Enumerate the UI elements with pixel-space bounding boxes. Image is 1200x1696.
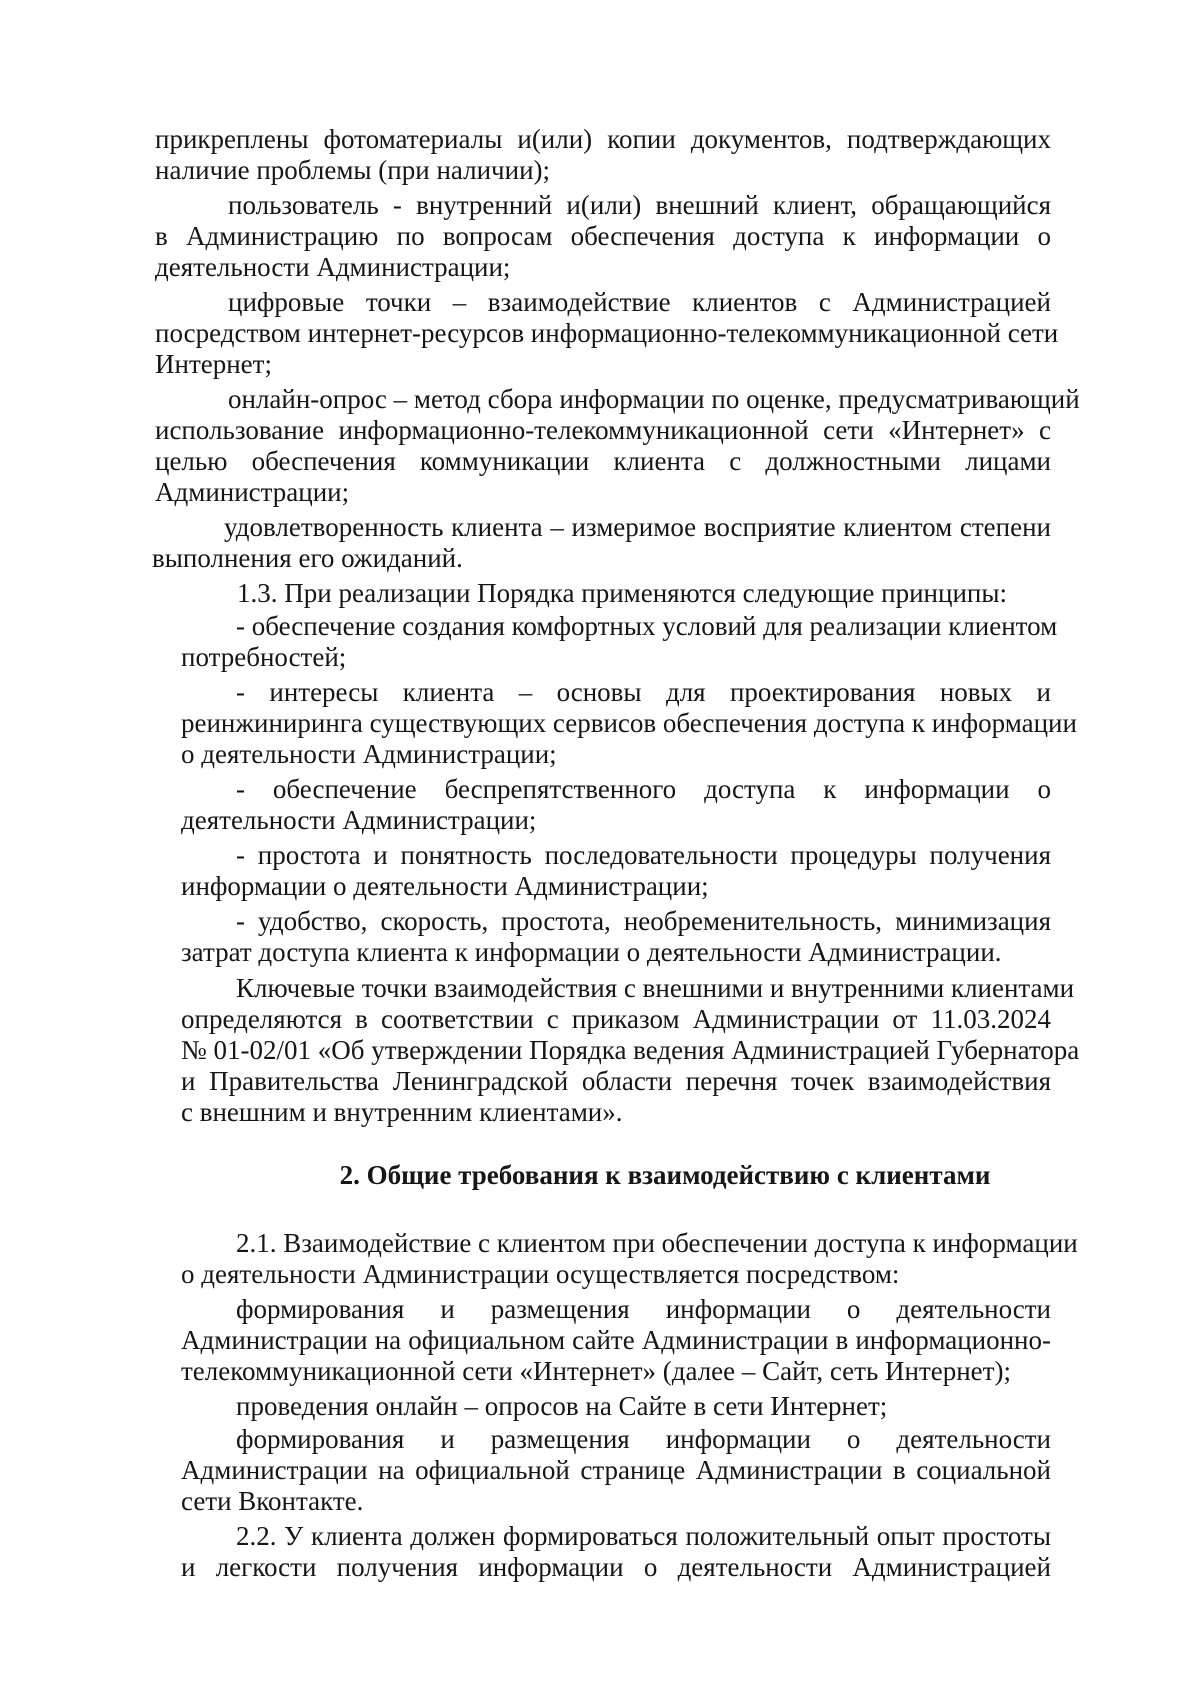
- text-line: сети Вконтакте.: [181, 1486, 364, 1516]
- text-line: о деятельности Администрации осуществляется посредством:: [181, 1259, 900, 1289]
- text-line: потребностей;: [181, 642, 347, 672]
- text-line: Администрации на официальной странице Администрации в социальной: [181, 1455, 1051, 1485]
- text-line: наличие проблемы (при наличии);: [155, 155, 551, 185]
- text-line: посредством интернет-ресурсов информационно-телекоммуникационной сети: [155, 318, 1059, 348]
- text-line: 2.1. Взаимодействие с клиентом при обеспечении доступа к информации: [236, 1228, 1078, 1258]
- text-line: - простота и понятность последовательности процедуры получения: [236, 840, 1051, 870]
- text-line: в Администрацию по вопросам обеспечения доступа к информации о: [155, 221, 1051, 251]
- text-line: удовлетворенность клиента – измеримое восприятие клиентом степени: [224, 512, 1051, 542]
- text-line: прикреплены фотоматериалы и(или) копии документов, подтверждающих: [155, 124, 1051, 154]
- text-line: использование информационно-телекоммуникационной сети «Интернет» с: [155, 415, 1051, 445]
- text-line: телекоммуникационной сети «Интернет» (далее – Сайт, сеть Интернет);: [181, 1356, 1011, 1386]
- text-line: онлайн-опрос – метод сбора информации по оценке, предусматривающий: [228, 384, 1080, 414]
- text-line: затрат доступа клиента к информации о деятельности Администрации.: [181, 937, 1002, 967]
- text-line: Интернет;: [155, 349, 272, 379]
- text-line: и Правительства Ленинградской области перечня точек взаимодействия: [181, 1066, 1051, 1096]
- text-line: о деятельности Администрации;: [181, 739, 557, 769]
- text-line: - обеспечение создания комфортных условий для реализации клиентом: [236, 611, 1058, 641]
- text-line: деятельности Администрации;: [155, 252, 511, 282]
- text-line: деятельности Администрации;: [181, 805, 537, 835]
- text-line: целью обеспечения коммуникации клиента с должностными лицами: [155, 446, 1051, 476]
- text-line: формирования и размещения информации о деятельности: [236, 1294, 1051, 1324]
- text-line: 2.2. У клиента должен формироваться положительный опыт простоты: [236, 1521, 1051, 1551]
- text-line: с внешним и внутренним клиентами».: [181, 1097, 623, 1127]
- text-line: - удобство, скорость, простота, необременительность, минимизация: [236, 906, 1051, 936]
- text-line: 1.3. При реализации Порядка применяются следующие принципы:: [237, 578, 1007, 608]
- text-line: - интересы клиента – основы для проектирования новых и: [236, 677, 1051, 707]
- text-line: Администрации на официальном сайте Администрации в информационно-: [181, 1325, 1051, 1355]
- text-line: цифровые точки – взаимодействие клиентов с Администрацией: [228, 287, 1051, 317]
- text-line: выполнения его ожиданий.: [152, 543, 463, 573]
- text-line: информации о деятельности Администрации;: [181, 871, 709, 901]
- text-line: определяются в соответствии с приказом Администрации от 11.03.2024: [181, 1004, 1051, 1034]
- text-line: реинжиниринга существующих сервисов обеспечения доступа к информации: [181, 708, 1077, 738]
- text-line: № 01-02/01 «Об утверждении Порядка ведения Администрацией Губернатора: [181, 1035, 1080, 1065]
- text-line: формирования и размещения информации о деятельности: [236, 1424, 1051, 1454]
- text-line: и легкости получения информации о деятельности Администрацией: [181, 1552, 1051, 1582]
- text-line: проведения онлайн – опросов на Сайте в сети Интернет;: [236, 1391, 888, 1421]
- text-line: - обеспечение беспрепятственного доступа к информации о: [236, 774, 1051, 804]
- text-line: Администрации;: [155, 477, 350, 507]
- text-line: пользователь - внутренний и(или) внешний клиент, обращающийся: [228, 190, 1051, 220]
- text-line: Ключевые точки взаимодействия с внешними и внутренними клиентами: [236, 973, 1075, 1003]
- section-heading: 2. Общие требования к взаимодействию с клиентами: [339, 1160, 991, 1190]
